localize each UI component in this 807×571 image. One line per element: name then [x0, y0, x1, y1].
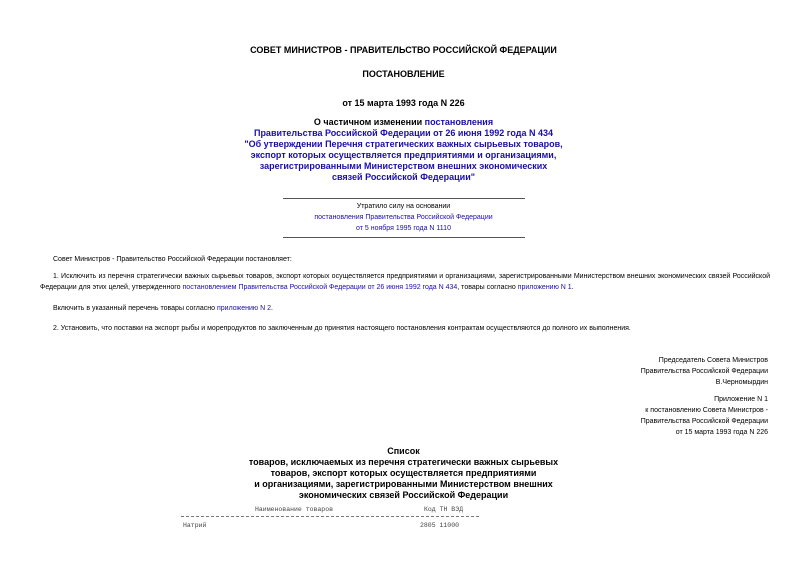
list-title-line-1: Список: [387, 446, 420, 456]
title-line-4[interactable]: экспорт которых осуществляется предприятиями и организациями,: [250, 150, 557, 160]
date-number: от 15 марта 1993 года N 226: [342, 98, 465, 108]
list-title-line-4: и организациями, зарегистрированными Министерством внешних: [254, 479, 553, 489]
signature-block: [500, 355, 768, 388]
body-paragraph-4: 2. Установить, что поставки на экспорт рыбы и морепродуктов по заключенным до принятия настоящего постановления контрактам осуществляются до полного их выполнения.: [53, 325, 631, 332]
p2-text-a: 1. Исключить из перечня стратегически важных сырьевых товаров, экспорт которых осуществляется предприятиями и организациями, зарегистрированными Министерством внешних экономических связей Российской Федерации для этих целей, утвержденного: [40, 273, 770, 291]
signature-name: В.Черномырдин: [715, 379, 768, 386]
signature-line-1: Председатель Совета Министров: [658, 357, 768, 364]
document-title: [0, 117, 807, 183]
p3-link-appendix-2[interactable]: приложению N 2: [216, 305, 271, 312]
status-link-1[interactable]: постановления Правительства Российской Федерации: [314, 214, 493, 221]
list-title-line-5: экономических связей Российской Федерации: [298, 490, 509, 500]
appendix-line-2: к постановлению Совета Министров -: [645, 407, 768, 414]
list-title-line-2: товаров, исключаемых из перечня стратегически важных сырьевых: [248, 457, 559, 467]
signature-line-2: Правительства Российской Федерации: [640, 368, 768, 375]
title-line-5[interactable]: зарегистрированными Министерством внешних экономических: [259, 161, 548, 171]
p3-text: Включить в указанный перечень товары согласно: [53, 305, 217, 312]
status-line-1: Утратило силу на основании: [356, 203, 451, 210]
status-rule-bottom: [283, 237, 525, 238]
table-row-code: 2805 11000: [420, 522, 460, 529]
title-line-6[interactable]: связей Российской Федерации": [332, 172, 475, 182]
title-line-3[interactable]: "Об утверждении Перечня стратегических важных сырьевых товаров,: [244, 139, 563, 149]
body-paragraph-2: 1. Исключить из перечня стратегически важных сырьевых товаров, экспорт которых осуществляется предприятиями и организациями, зарегистрированными Министерством внешних экономических связей Российской Федерации для этих целей, утвержденного постановлением Правительства Российской Федерации от 26 июня 1992 года N 434, товары согласно приложению N 1.: [40, 273, 770, 291]
table-header-code: Код ТН ВЭД: [424, 506, 464, 513]
body-paragraph-3: Включить в указанный перечень товары согласно приложению N 2.: [53, 305, 273, 312]
title-line-1: [0, 117, 807, 128]
list-title: [0, 446, 807, 501]
p2-link-resolution[interactable]: постановлением Правительства Российской Федерации от 26 июня 1992 года N 434: [182, 284, 458, 291]
list-title-line-3: товаров, экспорт которых осуществляется предприятиями: [270, 468, 537, 478]
p2-link-appendix-1[interactable]: приложению N 1: [517, 284, 572, 291]
appendix-line-4: от 15 марта 1993 года N 226: [675, 429, 768, 436]
status-rule-top: [283, 198, 525, 199]
table-header-name: Наименование товаров: [255, 506, 334, 513]
appendix-line-1: Приложение N 1: [714, 396, 768, 403]
appendix-line-3: Правительства Российской Федерации: [640, 418, 768, 425]
doc-type-heading: ПОСТАНОВЛЕНИЕ: [362, 69, 445, 79]
title-line-2[interactable]: Правительства Российской Федерации от 26 июня 1992 года N 434: [253, 128, 554, 138]
appendix-block: [500, 394, 768, 438]
title-line-1-text: О частичном изменении: [313, 117, 425, 127]
table-divider: [181, 516, 479, 517]
status-link-2[interactable]: от 5 ноября 1995 года N 1110: [356, 225, 451, 232]
body-paragraph-1: Совет Министров - Правительство Российской Федерации постановляет:: [53, 256, 292, 263]
p2-text-b: , товары согласно: [457, 284, 518, 291]
status-block: [0, 201, 807, 234]
org-heading: СОВЕТ МИНИСТРОВ - ПРАВИТЕЛЬСТВО РОССИЙСКОЙ ФЕДЕРАЦИИ: [250, 45, 557, 55]
title-link[interactable]: постановления: [424, 117, 494, 127]
table-row-name: Натрий: [183, 522, 207, 529]
